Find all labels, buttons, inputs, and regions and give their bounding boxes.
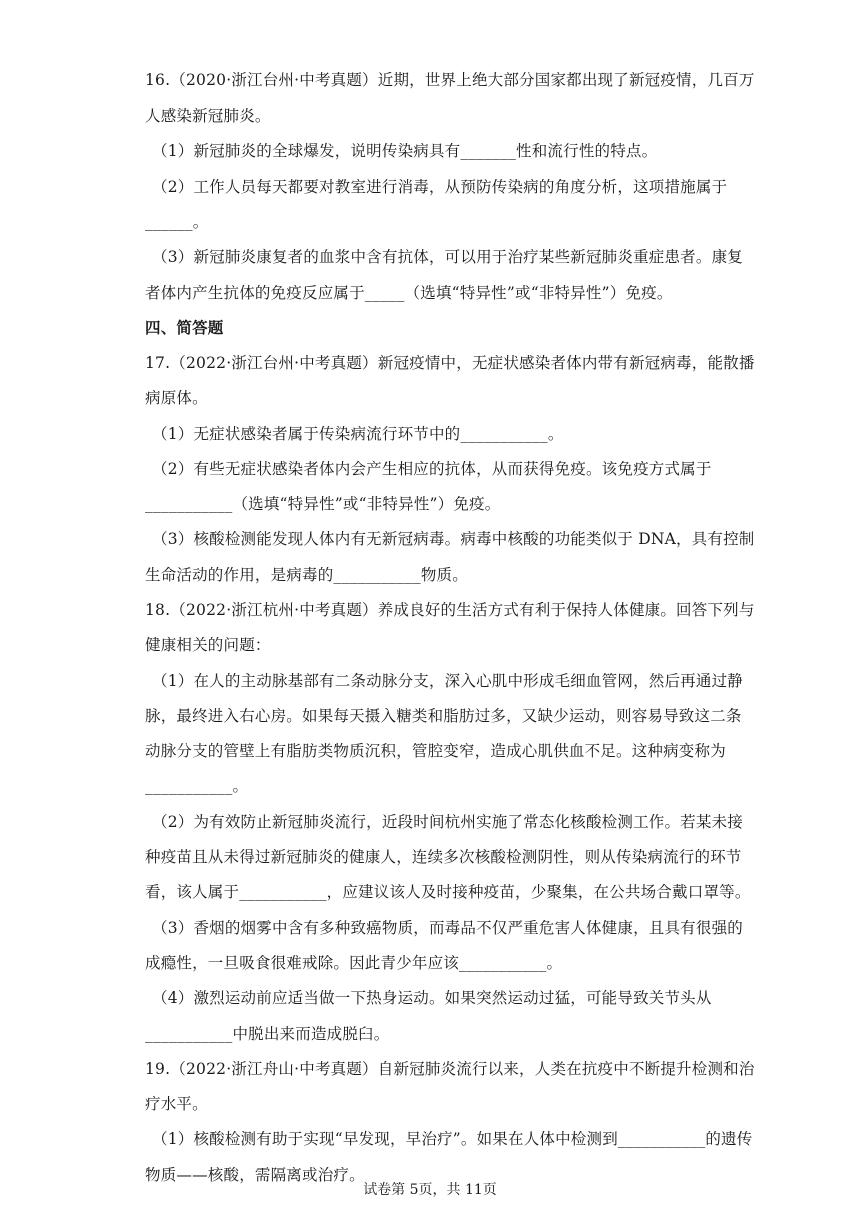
q18-part-1-line-2: 脉，最终进入右心房。如果每天摄入糖类和脂肪过多，又缺少运动，则容易导致这二条	[145, 707, 742, 725]
q17-part-3-line-2: 生命活动的作用，是病毒的___________物质。	[145, 566, 468, 584]
q18-stem-line-2: 健康相关的问题：	[145, 636, 271, 654]
q18-part-3-line-1: （3）香烟的烟雾中含有多种致癌物质，而毒品不仅严重危害人体健康，且具有很强的	[152, 919, 743, 937]
q19-part-1-line-1: （1）核酸检测有助于实现“早发现，早治疗”。如果在人体中检测到___________的遗传	[152, 1130, 753, 1148]
q17-stem-line-2: 病原体。	[145, 389, 208, 407]
page-footer: 试卷第 5页，共 11页	[363, 1182, 497, 1198]
q17-stem-line-1: 17.（2022·浙江台州·中考真题）新冠疫情中，无症状感染者体内带有新冠病毒，能散播	[145, 354, 755, 372]
q18-part-2-line-2: 种疫苗且从未得过新冠肺炎的健康人，连续多次核酸检测阴性，则从传染病流行的环节	[145, 848, 742, 866]
q18-part-4-line-1: （4）激烈运动前应适当做一下热身运动。如果突然运动过猛，可能导致关节头从	[152, 989, 712, 1007]
q18-part-1-line-1: （1）在人的主动脉基部有二条动脉分支，深入心肌中形成毛细血管网，然后再通过静	[152, 672, 743, 690]
q19-part-1-line-2: 物质——核酸，需隔离或治疗。	[145, 1166, 365, 1184]
q18-part-4-line-2: ___________中脱出来而造成脱臼。	[145, 1025, 390, 1043]
q17-part-2-line-2: ___________（选填“特异性”或“非特异性”）免疫。	[145, 495, 501, 513]
q16-part-1: （1）新冠肺炎的全球爆发，说明传染病具有_______性和流行性的特点。	[152, 142, 658, 160]
section-heading: 四、简答题	[145, 318, 224, 337]
q17-part-2-line-1: （2）有些无症状感染者体内会产生相应的抗体，从而获得免疫。该免疫方式属于	[152, 460, 712, 478]
q18-part-2-line-3: 看，该人属于___________，应建议该人及时接种疫苗，少聚集，在公共场合戴口罩等。	[145, 883, 751, 901]
q16-part-2-line-2: ______。	[145, 213, 209, 231]
q18-part-2-line-1: （2）为有效防止新冠肺炎流行，近段时间杭州实施了常态化核酸检测工作。若某未接	[152, 813, 743, 831]
q18-part-1-line-4: ___________。	[145, 777, 249, 795]
q16-stem-line-2: 人感染新冠肺炎。	[145, 107, 271, 125]
q18-stem-line-1: 18.（2022·浙江杭州·中考真题）养成良好的生活方式有利于保持人体健康。回答下列与	[145, 601, 755, 619]
q16-part-3-line-1: （3）新冠肺炎康复者的血浆中含有抗体，可以用于治疗某些新冠肺炎重症患者。康复	[152, 248, 743, 266]
q17-part-1: （1）无症状感染者属于传染病流行环节中的___________。	[152, 425, 564, 443]
q19-stem-line-2: 疗水平。	[145, 1095, 208, 1113]
q16-part-3-line-2: 者体内产生抗体的免疫反应属于_____（选填“特异性”或“非特异性”）免疫。	[145, 284, 673, 302]
q17-part-3-line-1: （3）核酸检测能发现人体内有无新冠病毒。病毒中核酸的功能类似于 DNA，具有控制	[152, 530, 755, 548]
q16-stem-line-1: 16.（2020·浙江台州·中考真题）近期，世界上绝大部分国家都出现了新冠疫情，几百万	[145, 71, 755, 89]
q18-part-3-line-2: 成瘾性，一旦吸食很难戒除。因此青少年应该___________。	[145, 954, 563, 972]
q19-stem-line-1: 19.（2022·浙江舟山·中考真题）自新冠肺炎流行以来，人类在抗疫中不断提升检测和治	[145, 1060, 755, 1078]
q18-part-1-line-3: 动脉分支的管壁上有脂肪类物质沉积，管腔变窄，造成心肌供血不足。这种病变称为	[145, 742, 726, 760]
q16-part-2-line-1: （2）工作人员每天都要对教室进行消毒，从预防传染病的角度分析，这项措施属于	[152, 178, 728, 196]
